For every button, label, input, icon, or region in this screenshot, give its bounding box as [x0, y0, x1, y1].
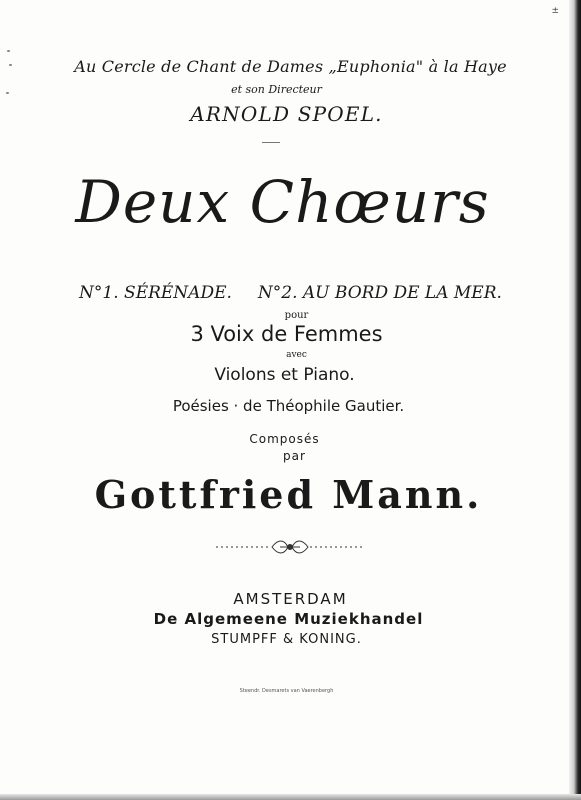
instruments-text: Violons et Piano. [214, 365, 355, 385]
publisher-name: De Algemeene Muziekhandel [153, 610, 424, 628]
scan-bottom-edge [0, 794, 581, 800]
page-title: Deux Chœurs [75, 168, 490, 236]
dedication-director-name: ARNOLD SPOEL. [190, 102, 383, 126]
piece-2-title: N°2. AU BORD DE LA MER. [257, 283, 502, 303]
par-text: par [283, 449, 306, 463]
piece-list [0, 283, 581, 303]
publisher-firm: STUMPFF & KONING. [211, 632, 362, 647]
composed-text: Composés [249, 432, 320, 446]
printer-imprint: Steendr. Desmarets van Vaerenbergh [239, 688, 334, 694]
pour-text: pour [284, 310, 309, 321]
small-divider [262, 142, 280, 143]
publisher-city: AMSTERDAM [233, 590, 348, 608]
corner-mark: ± [551, 6, 559, 16]
avec-text: avec [286, 350, 307, 360]
dedication-line-1: Au Cercle de Chant de Dames „Euphonia" à la Haye [74, 57, 507, 76]
ornament-divider [212, 537, 368, 557]
scan-edge-shadow [569, 0, 581, 800]
voices-text: 3 Voix de Femmes [190, 322, 383, 346]
dedication-line-2: et son Directeur [231, 83, 322, 96]
poems-credit: Poésies · de Théophile Gautier. [172, 397, 405, 415]
composer-name: Gottfried Mann. [94, 472, 483, 517]
piece-1-title: N°1. SÉRÉNADE. [79, 283, 232, 303]
